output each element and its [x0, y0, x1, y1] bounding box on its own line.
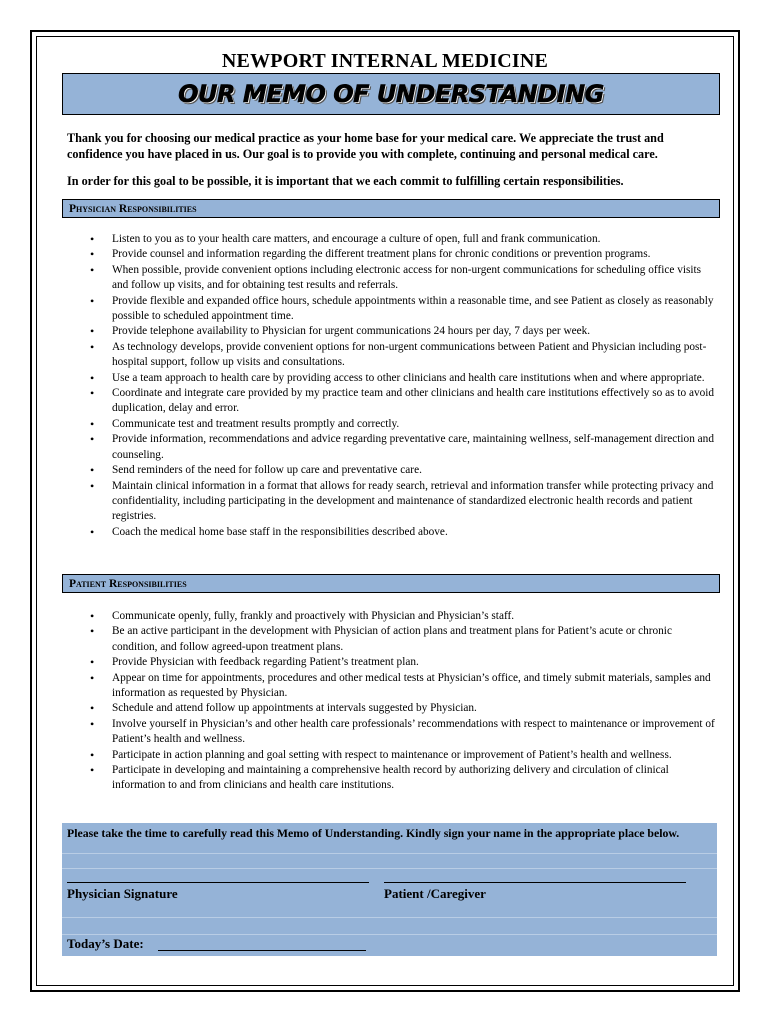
physician-signature-label: Physician Signature	[67, 886, 178, 901]
todays-date-label: Today’s Date:	[67, 936, 144, 951]
physician-responsibility-item: • Provide counsel and information regarding the different treatment plans for chronic conditions or prevention programs.	[90, 247, 720, 262]
intro-paragraph: Thank you for choosing our medical practice as your home base for your medical care. We appreciate the trust and confidence you have placed in us. Our goal is to provide you with complete, continuing and personal medical care.	[67, 131, 664, 161]
patient-caregiver-label: Patient /Caregiver	[384, 886, 486, 901]
physician-responsibilities-list	[90, 232, 720, 540]
patient-responsibility-item: • Provide Physician with feedback regarding Patient’s treatment plan.	[90, 655, 720, 670]
patient-responsibility-item: • Communicate openly, fully, frankly and proactively with Physician and Physician’s staff.	[90, 609, 720, 624]
date-line[interactable]	[158, 950, 366, 951]
physician-responsibility-item: • Send reminders of the need for follow up care and preventative care.	[90, 463, 720, 478]
physician-responsibility-item: • Use a team approach to health care by providing access to other clinicians and health care institutions when and where appropriate.	[90, 371, 720, 386]
divider	[62, 853, 717, 854]
patient-responsibility-item: • Participate in action planning and goal setting with respect to maintenance or improvement of Patient’s health and wellness.	[90, 748, 720, 763]
patient-responsibility-item: • Involve yourself in Physician’s and other health care professionals’ recommendations with respect to maintenance or improvement of Patient’s health and wellness.	[90, 717, 720, 748]
divider	[62, 934, 717, 935]
physician-responsibility-item: • When possible, provide convenient options including electronic access for non-urgent communications for scheduling office visits and follow up visits, and for obtaining test results and referrals.	[90, 263, 720, 294]
patient-responsibility-item: • Participate in developing and maintaining a comprehensive health record by authorizing delivery and circulation of clinical information to and from clinicians and health care institutions.	[90, 763, 720, 794]
patient-responsibility-item: • Be an active participant in the development with Physician of action plans and treatment plans for Patient’s acute or chronic condition, and follow agreed-upon treatment plans.	[90, 624, 720, 655]
intro-commitment: In order for this goal to be possible, it is important that we each commit to fulfilling certain responsibilities.	[67, 174, 624, 188]
patient-responsibilities-list	[90, 609, 720, 794]
physician-responsibility-item: • Provide information, recommendations and advice regarding preventative care, maintaining wellness, self-management direction and counseling.	[90, 432, 720, 463]
physician-signature-line[interactable]	[67, 882, 369, 883]
signature-instructions: Please take the time to carefully read this Memo of Understanding. Kindly sign your name in the appropriate place below.	[67, 826, 680, 840]
physician-responsibility-item: • Coordinate and integrate care provided by my practice team and other clinicians and health care institutions effectively so as to avoid duplication, delay and error.	[90, 386, 720, 417]
divider	[62, 917, 717, 918]
physician-responsibility-item: • Maintain clinical information in a format that allows for ready search, retrieval and information transfer while protecting privacy and confidentiality, including participating in the development and maintenance of standardized electronic health records and patient registries.	[90, 479, 720, 525]
patient-responsibilities-heading: Patient Responsibilities	[62, 574, 720, 593]
physician-responsibilities-heading: Physician Responsibilities	[62, 199, 720, 218]
physician-responsibility-item: • Listen to you as to your health care matters, and encourage a culture of open, full and frank communication.	[90, 232, 720, 247]
physician-responsibility-item: • Provide telephone availability to Physician for urgent communications 24 hours per day, 7 days per week.	[90, 324, 720, 339]
memo-title: OUR MEMO OF UNDERSTANDING	[178, 80, 604, 108]
physician-responsibility-item: • Provide flexible and expanded office hours, schedule appointments within a reasonable time, and see Patient as closely as reasonably possible to scheduled appointment time.	[90, 294, 720, 325]
divider	[62, 868, 717, 869]
physician-responsibility-item: • Coach the medical home base staff in the responsibilities described above.	[90, 525, 720, 540]
practice-name: NEWPORT INTERNAL MEDICINE	[221, 50, 549, 72]
patient-responsibility-item: • Schedule and attend follow up appointments at intervals suggested by Physician.	[90, 701, 720, 716]
memo-title-banner	[62, 73, 720, 115]
physician-responsibility-item: • Communicate test and treatment results promptly and correctly.	[90, 417, 720, 432]
patient-responsibility-item: • Appear on time for appointments, procedures and other medical tests at Physician’s office, and timely submit materials, samples and information as requested by Physician.	[90, 671, 720, 702]
patient-signature-line[interactable]	[384, 882, 686, 883]
physician-responsibility-item: • As technology develops, provide convenient options for non-urgent communications between Patient and Physician including post-hospital support, follow up visits and consultations.	[90, 340, 720, 371]
